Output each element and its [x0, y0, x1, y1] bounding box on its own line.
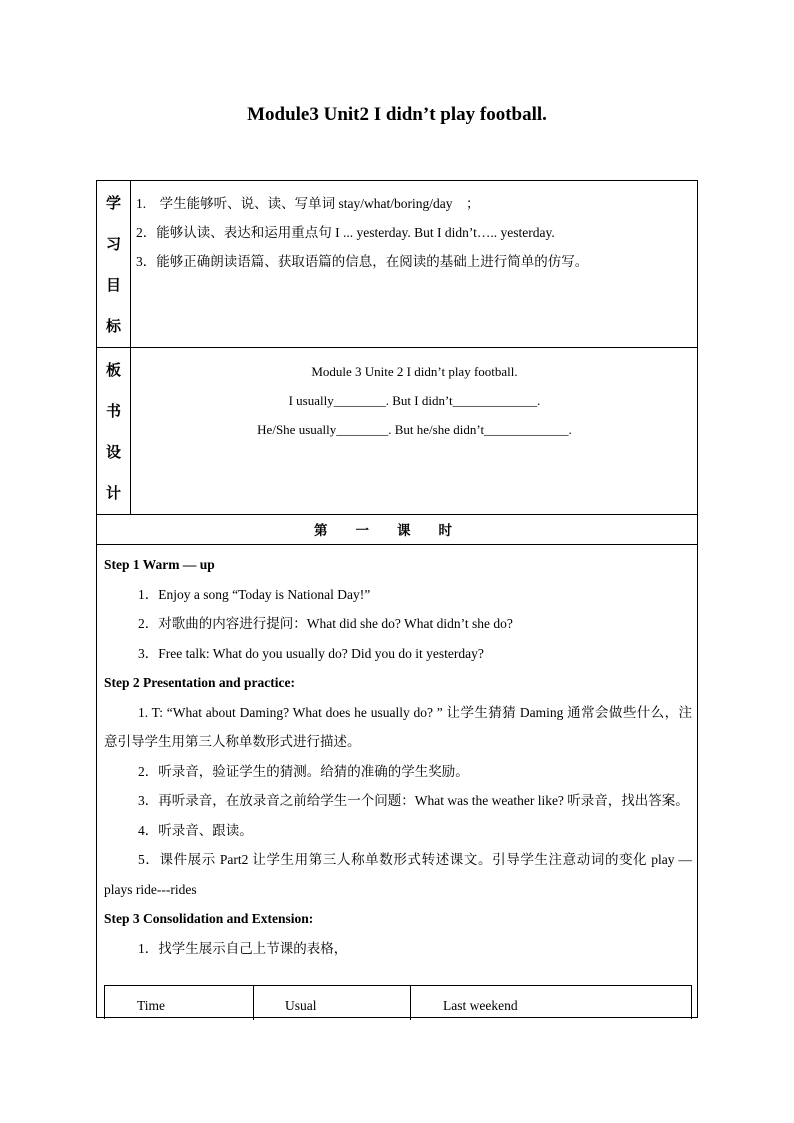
board-label: 板 书 设 计 [105, 361, 121, 502]
lesson-plan-table [96, 180, 698, 1018]
board-line: He/She usually________. But he/she didn’t_____________. [257, 422, 572, 437]
column-divider [130, 181, 131, 514]
step-item: 1. T: “What about Daming? What does he usually do? ” 让学生猜猜 Daming 通常会做些什么，注意引导学生用第三人称单数形式进行描述。 [104, 704, 692, 749]
step-title: Step 2 Presentation and practice: [104, 675, 295, 690]
board-line: Module 3 Unite 2 I didn’t play football. [311, 364, 518, 379]
step-item: 1．Enjoy a song “Today is National Day!” [138, 586, 371, 602]
step-item: 5．课件展示 Part2 让学生用第三人称单数形式转述课文。引导学生注意动词的变化 play — plays ride---rides [104, 852, 692, 897]
step-item: 1．找学生展示自己上节课的表格， [138, 940, 348, 956]
objectives-list [136, 189, 691, 276]
page-title: Module3 Unit2 I didn’t play football. [247, 104, 547, 125]
step-item: 4．听录音、跟读。 [138, 822, 253, 838]
row-divider [97, 347, 697, 348]
step-title: Step 1 Warm — up [104, 557, 215, 572]
step-item: 2．对歌曲的内容进行提问：What did she do? What didn’t she do? [138, 616, 513, 631]
objective-item: 2．能够认读、表达和运用重点句 I ... yesterday. But I didn’t….. yesterday. [136, 225, 555, 240]
objectives-label: 学 习 目 标 [105, 194, 121, 335]
table-header-cell: Usual [253, 986, 411, 1020]
lesson-header: 第一课时 [314, 523, 480, 539]
step-item: 2．听录音，验证学生的猜测。给猜的准确的学生奖励。 [138, 763, 469, 779]
board-line: I usually________. But I didn’t_____________. [288, 393, 541, 408]
step-title: Step 3 Consolidation and Extension: [104, 911, 314, 926]
table-header-cell: Last weekend [443, 998, 518, 1013]
table-header-cell: Time [105, 986, 254, 1020]
step-item: 3．再听录音，在放录音之前给学生一个问题：What was the weather like? 听录音，找出答案。 [138, 793, 689, 808]
objective-item: 1. 学生能够听、说、读、写单词 stay/what/boring/day ； [136, 196, 480, 211]
objective-item: 3．能够正确朗读语篇、获取语篇的信息，在阅读的基础上进行简单的仿写。 [136, 254, 589, 269]
teaching-steps [104, 550, 692, 963]
board-design [130, 357, 699, 444]
schedule-table [104, 985, 692, 1019]
row-divider [97, 514, 697, 515]
step-item: 3．Free talk: What do you usually do? Did you do it yesterday? [138, 645, 484, 661]
